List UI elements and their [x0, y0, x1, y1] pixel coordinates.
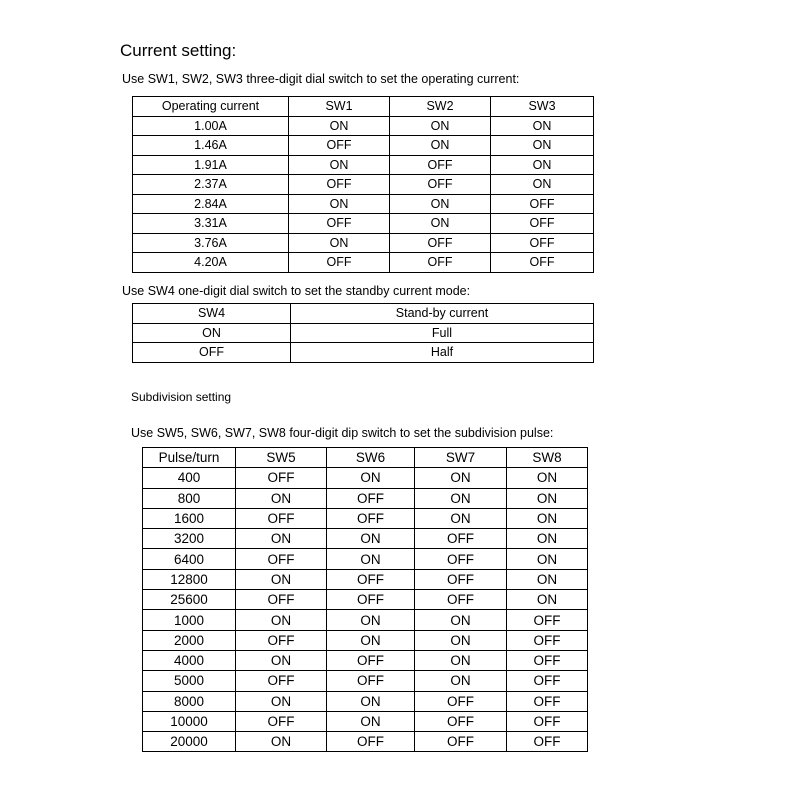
table-cell: OFF	[289, 214, 390, 234]
table-cell: OFF	[327, 650, 415, 670]
column-header: SW4	[133, 304, 291, 324]
table-cell: ON	[133, 323, 291, 343]
table-cell: ON	[415, 610, 507, 630]
table-row	[133, 343, 594, 363]
table-cell: 3200	[143, 529, 236, 549]
table-cell: OFF	[236, 590, 327, 610]
table-cell: 12800	[143, 569, 236, 589]
table-cell: ON	[507, 529, 588, 549]
column-header: SW7	[415, 448, 507, 468]
table-cell: 4000	[143, 650, 236, 670]
table-cell: ON	[327, 711, 415, 731]
table-cell: OFF	[390, 175, 491, 195]
standby-current-table	[132, 303, 594, 363]
table-cell: 4.20A	[133, 253, 289, 273]
table-cell: ON	[390, 136, 491, 156]
table-cell: 1000	[143, 610, 236, 630]
table-cell: ON	[327, 549, 415, 569]
table-cell: OFF	[491, 233, 594, 253]
table-row	[143, 691, 588, 711]
table-cell: OFF	[415, 549, 507, 569]
table-row	[133, 136, 594, 156]
table-cell: OFF	[236, 468, 327, 488]
table-row	[143, 569, 588, 589]
table-cell: ON	[507, 549, 588, 569]
table-row	[133, 175, 594, 195]
table-cell: 800	[143, 488, 236, 508]
table-cell: ON	[507, 468, 588, 488]
column-header: Stand-by current	[291, 304, 594, 324]
column-header: Pulse/turn	[143, 448, 236, 468]
table-cell: 1.46A	[133, 136, 289, 156]
column-header: SW5	[236, 448, 327, 468]
table-cell: ON	[236, 488, 327, 508]
table-cell: OFF	[236, 508, 327, 528]
table-cell: ON	[507, 590, 588, 610]
table-cell: ON	[289, 155, 390, 175]
table-cell: ON	[236, 650, 327, 670]
table-cell: OFF	[236, 630, 327, 650]
table-cell: 1.91A	[133, 155, 289, 175]
table-cell: ON	[491, 175, 594, 195]
table-cell: OFF	[415, 711, 507, 731]
table-row	[143, 529, 588, 549]
table-cell: OFF	[289, 253, 390, 273]
table-cell: 1.00A	[133, 116, 289, 136]
table-cell: OFF	[507, 630, 588, 650]
table-cell: ON	[327, 468, 415, 488]
table-cell: OFF	[236, 549, 327, 569]
table-cell: OFF	[390, 155, 491, 175]
table-cell: ON	[236, 610, 327, 630]
table-cell: OFF	[491, 253, 594, 273]
table-row	[143, 711, 588, 731]
table-cell: ON	[415, 630, 507, 650]
table-cell: OFF	[327, 569, 415, 589]
table-row	[133, 214, 594, 234]
table-header-row	[133, 304, 594, 324]
table-cell: OFF	[507, 610, 588, 630]
table-cell: OFF	[491, 194, 594, 214]
table-row	[143, 610, 588, 630]
table-row	[143, 549, 588, 569]
subdivision-title: Subdivision setting	[131, 390, 232, 404]
table-cell: OFF	[507, 671, 588, 691]
column-header: Operating current	[133, 97, 289, 117]
table-row	[143, 508, 588, 528]
table-cell: 2000	[143, 630, 236, 650]
table-cell: ON	[415, 671, 507, 691]
operating-current-table	[132, 96, 594, 273]
table-cell: 6400	[143, 549, 236, 569]
current-setting-title: Current setting:	[120, 41, 237, 60]
table-cell: OFF	[327, 488, 415, 508]
column-header: SW3	[491, 97, 594, 117]
table-cell: 8000	[143, 691, 236, 711]
table-cell: 10000	[143, 711, 236, 731]
table-cell: Half	[291, 343, 594, 363]
table-cell: OFF	[390, 253, 491, 273]
table-cell: OFF	[236, 671, 327, 691]
table-cell: OFF	[236, 711, 327, 731]
table-cell: OFF	[327, 508, 415, 528]
table-cell: OFF	[415, 590, 507, 610]
table-cell: 25600	[143, 590, 236, 610]
standby-intro: Use SW4 one-digit dial switch to set the standby current mode:	[122, 284, 471, 298]
table-cell: OFF	[327, 732, 415, 752]
table-row	[143, 468, 588, 488]
table-cell: ON	[289, 233, 390, 253]
table-cell: OFF	[327, 590, 415, 610]
table-cell: ON	[415, 488, 507, 508]
table-cell: 20000	[143, 732, 236, 752]
current-intro: Use SW1, SW2, SW3 three-digit dial switch to set the operating current:	[122, 72, 520, 86]
table-row	[143, 671, 588, 691]
table-row	[143, 732, 588, 752]
table-cell: OFF	[327, 671, 415, 691]
table-cell: 2.84A	[133, 194, 289, 214]
table-cell: ON	[390, 214, 491, 234]
table-cell: OFF	[289, 175, 390, 195]
table-cell: OFF	[415, 732, 507, 752]
subdivision-intro: Use SW5, SW6, SW7, SW8 four-digit dip switch to set the subdivision pulse:	[131, 426, 554, 440]
table-cell: ON	[507, 569, 588, 589]
table-cell: ON	[289, 116, 390, 136]
table-row	[133, 155, 594, 175]
table-cell: 3.31A	[133, 214, 289, 234]
table-header-row	[133, 97, 594, 117]
table-cell: ON	[236, 569, 327, 589]
table-cell: OFF	[415, 569, 507, 589]
table-cell: ON	[491, 155, 594, 175]
table-cell: ON	[390, 116, 491, 136]
table-cell: 3.76A	[133, 233, 289, 253]
column-header: SW2	[390, 97, 491, 117]
table-cell: ON	[327, 691, 415, 711]
table-row	[133, 194, 594, 214]
table-row	[133, 116, 594, 136]
table-cell: OFF	[390, 233, 491, 253]
table-row	[133, 233, 594, 253]
table-cell: ON	[236, 732, 327, 752]
table-cell: OFF	[491, 214, 594, 234]
table-row	[143, 488, 588, 508]
table-cell: ON	[327, 610, 415, 630]
table-cell: ON	[236, 529, 327, 549]
subdivision-table	[142, 447, 588, 752]
table-cell: ON	[327, 529, 415, 549]
table-cell: OFF	[507, 711, 588, 731]
table-cell: ON	[236, 691, 327, 711]
table-row	[143, 650, 588, 670]
table-cell: ON	[415, 468, 507, 488]
column-header: SW1	[289, 97, 390, 117]
table-cell: OFF	[507, 691, 588, 711]
table-cell: ON	[390, 194, 491, 214]
table-cell: ON	[491, 116, 594, 136]
table-cell: 400	[143, 468, 236, 488]
table-cell: OFF	[415, 691, 507, 711]
table-cell: Full	[291, 323, 594, 343]
table-row	[143, 630, 588, 650]
table-row	[133, 253, 594, 273]
table-cell: ON	[415, 650, 507, 670]
table-header-row	[143, 448, 588, 468]
table-cell: ON	[289, 194, 390, 214]
table-cell: OFF	[133, 343, 291, 363]
table-row	[143, 590, 588, 610]
table-cell: ON	[507, 488, 588, 508]
table-cell: OFF	[415, 529, 507, 549]
table-cell: ON	[415, 508, 507, 528]
table-cell: OFF	[507, 650, 588, 670]
table-cell: ON	[507, 508, 588, 528]
table-cell: 1600	[143, 508, 236, 528]
table-cell: OFF	[507, 732, 588, 752]
table-cell: ON	[327, 630, 415, 650]
table-cell: ON	[491, 136, 594, 156]
column-header: SW8	[507, 448, 588, 468]
table-cell: OFF	[289, 136, 390, 156]
table-cell: 5000	[143, 671, 236, 691]
table-cell: 2.37A	[133, 175, 289, 195]
column-header: SW6	[327, 448, 415, 468]
table-row	[133, 323, 594, 343]
